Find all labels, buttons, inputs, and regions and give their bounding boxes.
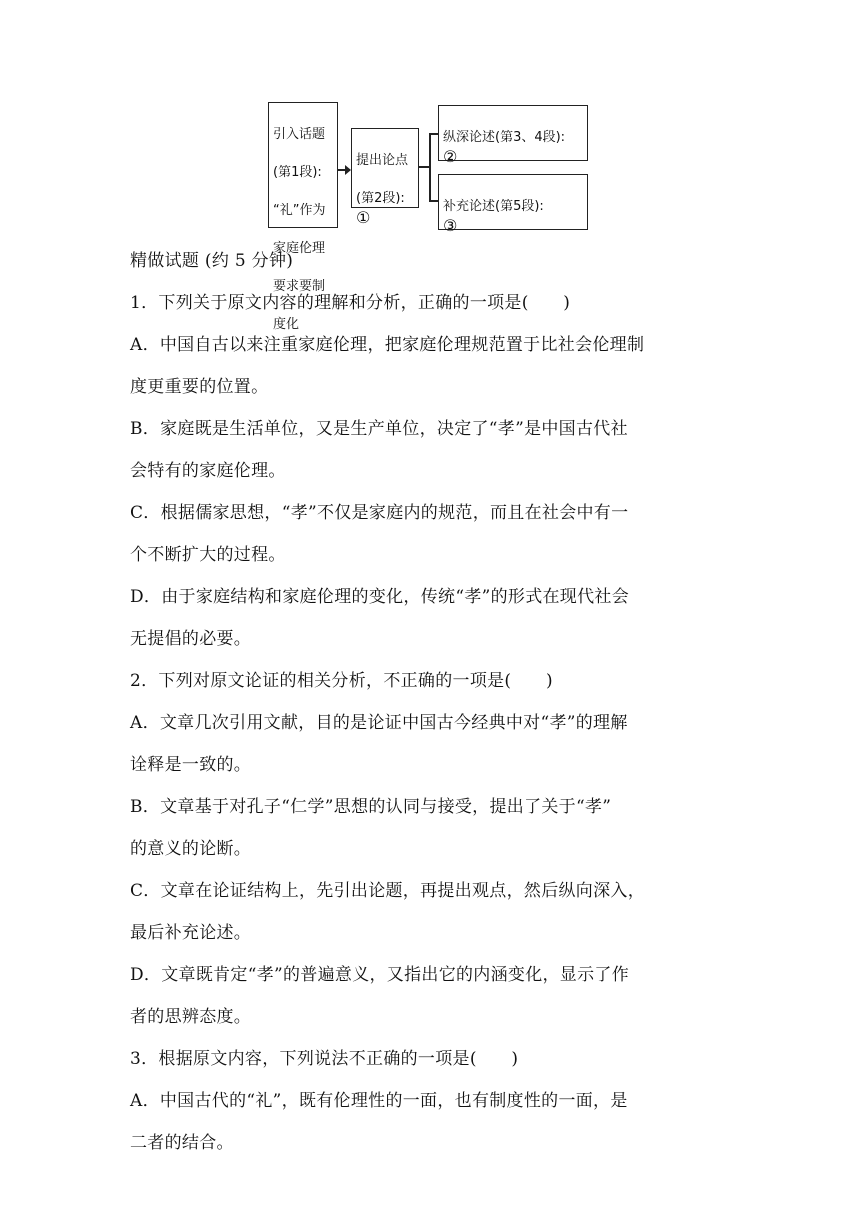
diagram-box-thesis-text-2: (第2段): (356, 191, 405, 206)
q2-option-a-line-1: A．文章几次引用文献，目的是论证中国古今经典中对“孝”的理解 (130, 713, 628, 733)
diagram-box-thesis-text-1: 提出论点 (356, 153, 409, 168)
question-1-stem: 1．下列关于原文内容的理解和分析，正确的一项是( ) (130, 293, 571, 313)
diagram-box-thesis-blank: ① (356, 208, 371, 227)
diagram-box-intro (268, 102, 338, 332)
connector-horizontal (419, 166, 429, 168)
diagram-box-intro-text-4: 家庭伦理 (273, 241, 326, 256)
q1-option-c-line-1: C．根据儒家思想，“孝”不仅是家庭内的规范，而且在社会中有一 (130, 503, 629, 523)
diagram-box-thesis (351, 128, 419, 227)
question-2-stem: 2．下列对原文论证的相关分析，不正确的一项是( ) (130, 671, 553, 691)
diagram-box-supplement-text: 补充论述(第5段): (443, 199, 544, 214)
diagram-box-deep (438, 105, 588, 166)
q2-option-c-line-1: C．文章在论证结构上，先引出论题，再提出观点，然后纵向深入， (130, 881, 646, 901)
diagram-box-supplement (438, 174, 588, 235)
q1-option-a-line-2: 度更重要的位置。 (130, 377, 269, 397)
q2-option-d-line-2: 者的思辨态度。 (130, 1007, 252, 1027)
q2-option-a-line-2: 诠释是一致的。 (130, 755, 252, 775)
q1-option-a-line-1: A．中国自古以来注重家庭伦理，把家庭伦理规范置于比社会伦理制 (130, 335, 645, 355)
q1-option-c-line-2: 个不断扩大的过程。 (130, 545, 286, 565)
diagram-box-intro-text-3: “礼”作为 (273, 203, 326, 218)
q3-option-a-line-1: A．中国古代的“礼”，既有伦理性的一面，也有制度性的一面，是 (130, 1091, 628, 1111)
diagram-box-supplement-blank: ③ (443, 216, 458, 235)
section-title: 精做试题 (约 5 分钟) (130, 251, 294, 271)
q1-option-d-line-2: 无提倡的必要。 (130, 629, 252, 649)
diagram-box-intro-text-5: 要求要制 (273, 279, 326, 294)
q1-option-b-line-2: 会特有的家庭伦理。 (130, 461, 286, 481)
diagram-box-deep-blank: ② (443, 147, 458, 166)
q1-option-b-line-1: B．家庭既是生活单位，又是生产单位，决定了“孝”是中国古代社 (130, 419, 628, 439)
q2-option-c-line-2: 最后补充论述。 (130, 923, 252, 943)
diagram-box-intro-text-2: (第1段): (273, 165, 322, 180)
q3-option-a-line-2: 二者的结合。 (130, 1133, 234, 1153)
connector-vertical (429, 133, 431, 201)
diagram-box-deep-text: 纵深论述(第3、4段): (443, 130, 566, 145)
q2-option-b-line-2: 的意义的论断。 (130, 839, 252, 859)
q2-option-d-line-1: D．文章既肯定“孝”的普遍意义，又指出它的内涵变化，显示了作 (130, 965, 630, 985)
diagram-box-intro-text-6: 度化 (273, 317, 300, 332)
question-3-stem: 3．根据原文内容，下列说法不正确的一项是( ) (130, 1049, 519, 1069)
connector-bottom (429, 200, 438, 202)
question-section (130, 240, 732, 1164)
q1-option-d-line-1: D．由于家庭结构和家庭伦理的变化，传统“孝”的形式在现代社会 (130, 587, 630, 607)
connector-top (429, 133, 438, 135)
diagram-box-intro-text-1: 引入话题 (273, 127, 326, 142)
q2-option-b-line-1: B．文章基于对孔子“仁学”思想的认同与接受，提出了关于“孝” (130, 797, 612, 817)
